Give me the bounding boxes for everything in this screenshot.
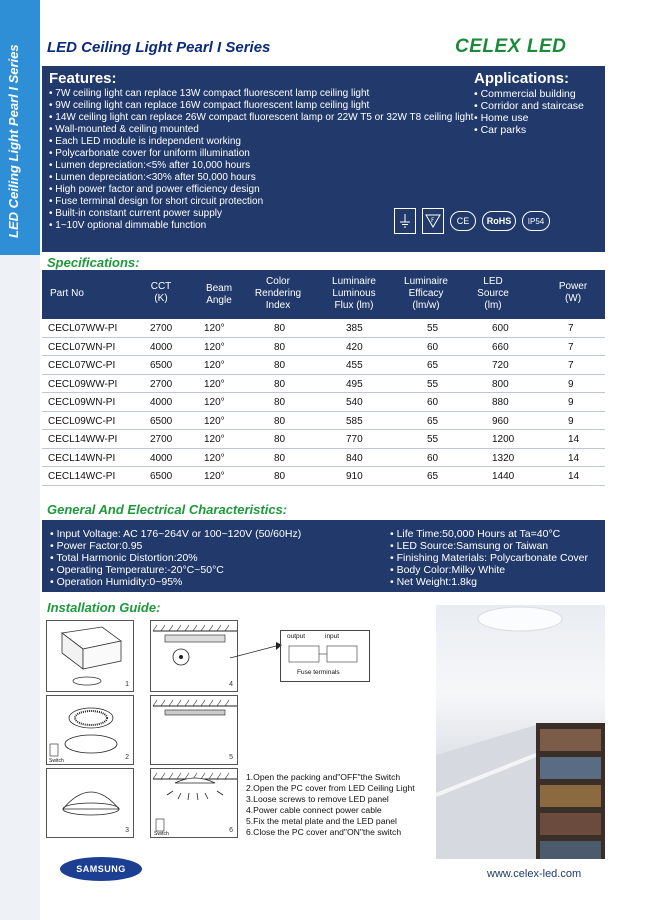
cell-beam-angle: 120° [204,415,225,427]
panel-number: 3 [125,827,129,834]
ceiling-mount-icon [151,621,239,693]
cell-cri: 80 [274,415,286,427]
specifications-title: Specifications: [47,255,140,270]
cell-flux: 385 [346,323,363,334]
logo-led-text: LED [526,36,567,57]
cell-cri: 80 [274,471,286,482]
fuse-terminal-diagram [280,630,370,682]
cell-part-no: CECL09WN-PI [48,397,116,408]
rohs-mark-icon: RoHS [482,211,516,231]
cell-cct: 6500 [150,360,173,371]
install-step: 5.Fix the metal plate and the LED panel [246,816,397,826]
cell-power: 7 [568,341,574,353]
spec-table-body [42,319,605,486]
install-panel-3 [46,768,134,838]
cell-led-source: 660 [492,341,509,353]
cell-power: 14 [568,471,580,482]
ce-mark-icon: CE [450,211,476,231]
switch-label: Switch [154,831,169,837]
general-right-list [390,528,588,588]
cell-efficacy: 65 [427,360,439,371]
cell-cri: 80 [274,341,286,353]
cell-cct: 4000 [150,452,173,464]
cell-led-source: 800 [492,378,509,390]
cell-cct: 6500 [150,415,173,427]
applications-heading: Applications: [474,70,570,87]
cell-beam-angle: 120° [204,360,225,371]
cell-cct: 6500 [150,471,173,482]
cell-flux: 495 [346,378,363,390]
cell-beam-angle: 120° [204,471,225,482]
general-item: • Finishing Materials: Polycarbonate Cover [390,552,588,564]
cell-flux: 420 [346,341,363,353]
cell-part-no: CECL14WN-PI [48,452,116,464]
cell-cct: 2700 [150,378,173,390]
terminal-block-icon [287,643,365,665]
cell-cct: 2700 [150,434,173,445]
cell-flux: 910 [346,471,363,482]
features-heading: Features: [49,70,117,87]
cell-cri: 80 [274,452,286,464]
install-panel-4 [150,620,238,692]
feature-item: • Built-in constant current power supply [49,208,479,220]
installation-title: Installation Guide: [47,600,161,615]
package-box-icon [47,621,135,693]
general-item: • LED Source:Samsung or Taiwan [390,540,588,552]
panel-number: 2 [125,754,129,761]
feature-item: • 14W ceiling light can replace 26W compact fluorescent lamp or 22W T5 or 32W T8 ceiling light [49,112,479,124]
feature-item: • Polycarbonate cover for uniform illumination [49,148,479,160]
cell-efficacy: 60 [427,452,439,464]
feature-item: • 1~10V optional dimmable function [49,220,479,232]
spec-table-header [42,270,605,319]
cell-efficacy: 55 [427,434,439,445]
col-beam-angle: Beam Angle [205,283,233,306]
cell-cri: 80 [274,378,286,390]
switch-label: Switch [49,758,64,764]
application-item: • Car parks [474,124,584,136]
page-title: LED Ceiling Light Pearl I Series [47,39,271,56]
cell-led-source: 1200 [492,434,515,445]
certification-icons [394,208,550,234]
general-item: • Body Color:Milky White [390,564,588,576]
cell-part-no: CECL14WC-PI [48,471,116,482]
cell-led-source: 880 [492,397,509,408]
cell-cct: 2700 [150,323,173,334]
cell-efficacy: 65 [427,415,439,427]
cell-efficacy: 65 [427,471,439,482]
general-item: • Input Voltage: AC 176~264V or 100~120V (50/60Hz) [50,528,301,540]
col-cri: Color Rendering Index [254,276,302,311]
cell-part-no: CECL09WW-PI [48,378,118,390]
feature-item: • Each LED module is independent working [49,136,479,148]
general-item: • Net Weight:1.8kg [390,576,588,588]
cell-led-source: 600 [492,323,509,334]
install-panel-1 [46,620,134,692]
pc-cover-icon [47,769,135,839]
cell-efficacy: 55 [427,323,439,334]
cell-flux: 770 [346,434,363,445]
installation-steps [246,772,415,838]
cell-beam-angle: 120° [204,341,225,353]
col-led-source: LED Source (lm) [477,276,509,311]
cell-efficacy: 55 [427,378,439,390]
install-step: 4.Power cable connect power cable [246,805,382,815]
feature-item: • Wall-mounted & ceiling mounted [49,124,479,136]
celex-logo [455,36,566,58]
col-power: Power (W) [558,281,588,304]
cell-part-no: CECL07WN-PI [48,341,116,353]
website-link[interactable]: www.celex-led.com [487,868,582,880]
feature-item: • Lumen depreciation:<30% after 50,000 hours [49,172,479,184]
cell-led-source: 960 [492,415,509,427]
table-row [42,412,605,431]
general-left-list [50,528,301,588]
cell-power: 7 [568,360,574,371]
cell-part-no: CECL07WW-PI [48,323,118,334]
cell-cri: 80 [274,323,286,334]
col-part-no: Part No [50,288,84,299]
feature-item: • 7W ceiling light can replace 13W compact fluorescent lamp ceiling light [49,88,479,100]
cell-beam-angle: 120° [204,323,225,334]
general-panel [42,520,605,592]
general-item: • Operating Temperature:-20°C~50°C [50,564,301,576]
install-panel-2 [46,695,134,765]
arrow-icon [230,640,282,660]
general-item: • Life Time:50,000 Hours at Ta=40°C [390,528,588,540]
feature-item: • Lumen depreciation:<5% after 10,000 hours [49,160,479,172]
install-step: 3.Loose screws to remove LED panel [246,794,389,804]
panel-number: 1 [125,681,129,688]
samsung-logo: SAMSUNG [60,857,142,881]
col-efficacy: Luminaire Efficacy (lm/w) [404,276,448,311]
general-item: • Power Factor:0.95 [50,540,301,552]
cell-power: 9 [568,397,574,408]
install-panel-6 [150,768,238,838]
install-step: 6.Close the PC cover and"ON"the switch [246,827,402,837]
table-row [42,319,605,338]
cell-efficacy: 60 [427,341,439,353]
feature-item: • Fuse terminal design for short circuit protection [49,196,479,208]
application-item: • Commercial building [474,88,584,100]
feature-item: • 9W ceiling light can replace 16W compact fluorescent lamp ceiling light [49,100,479,112]
cell-power: 14 [568,452,580,464]
cell-cct: 4000 [150,341,173,353]
panel-number: 4 [229,681,233,688]
install-step: 2.Open the PC cover from LED Ceiling Light [246,783,415,793]
cell-part-no: CECL14WW-PI [48,434,118,445]
cell-power: 9 [568,415,574,427]
table-row [42,356,605,375]
table-row [42,449,605,468]
cell-part-no: CECL07WC-PI [48,360,116,371]
cell-led-source: 1320 [492,452,515,464]
fuse-terminals-caption: Fuse terminals [297,669,340,676]
ip54-mark-icon: IP54 [522,211,550,231]
general-item: • Operation Humidity:0~95% [50,576,301,588]
cell-power: 9 [568,378,574,390]
cell-cri: 80 [274,360,286,371]
cell-beam-angle: 120° [204,452,225,464]
application-item: • Corridor and staircase [474,100,584,112]
col-cct: CCT (K) [150,281,172,304]
light-on-icon [151,769,239,839]
logo-celex-text: CELEX [455,36,521,57]
cell-flux: 840 [346,452,363,464]
cell-flux: 455 [346,360,363,371]
cell-beam-angle: 120° [204,434,225,445]
cell-flux: 585 [346,415,363,427]
vertical-series-title: LED Ceiling Light Pearl I Series [6,44,21,238]
cell-part-no: CECL09WC-PI [48,415,116,427]
terminal-input-label: input [325,633,340,640]
general-item: • Total Harmonic Distortion:20% [50,552,301,564]
svg-text:F: F [431,217,435,224]
feature-item: • High power factor and power efficiency design [49,184,479,196]
side-band [0,0,40,920]
cell-efficacy: 60 [427,397,439,408]
table-row [42,338,605,357]
table-row [42,393,605,412]
ground-symbol-icon [394,208,416,234]
led-panel-fix-icon [151,696,239,766]
f-mark-icon [422,208,444,234]
install-step: 1.Open the packing and"OFF"the Switch [246,772,401,782]
light-open-icon [47,696,135,766]
panel-number: 6 [229,827,233,834]
cell-power: 7 [568,323,574,334]
cell-cct: 4000 [150,397,173,408]
cell-led-source: 1440 [492,471,515,482]
application-item: • Home use [474,112,584,124]
general-title: General And Electrical Characteristics: [47,502,288,517]
cell-power: 14 [568,434,580,445]
table-row [42,375,605,394]
cell-beam-angle: 120° [204,378,225,390]
cell-cri: 80 [274,397,286,408]
terminal-output-label: output [287,633,306,640]
install-panel-5 [150,695,238,765]
applications-list [474,88,584,136]
col-flux: Luminaire Luminous Flux (lm) [332,276,376,311]
cell-led-source: 720 [492,360,509,371]
cell-cri: 80 [274,434,286,445]
panel-number: 5 [229,754,233,761]
table-row [42,467,605,486]
room-photo [436,605,605,859]
cell-flux: 540 [346,397,363,408]
table-row [42,430,605,449]
cell-beam-angle: 120° [204,397,225,408]
